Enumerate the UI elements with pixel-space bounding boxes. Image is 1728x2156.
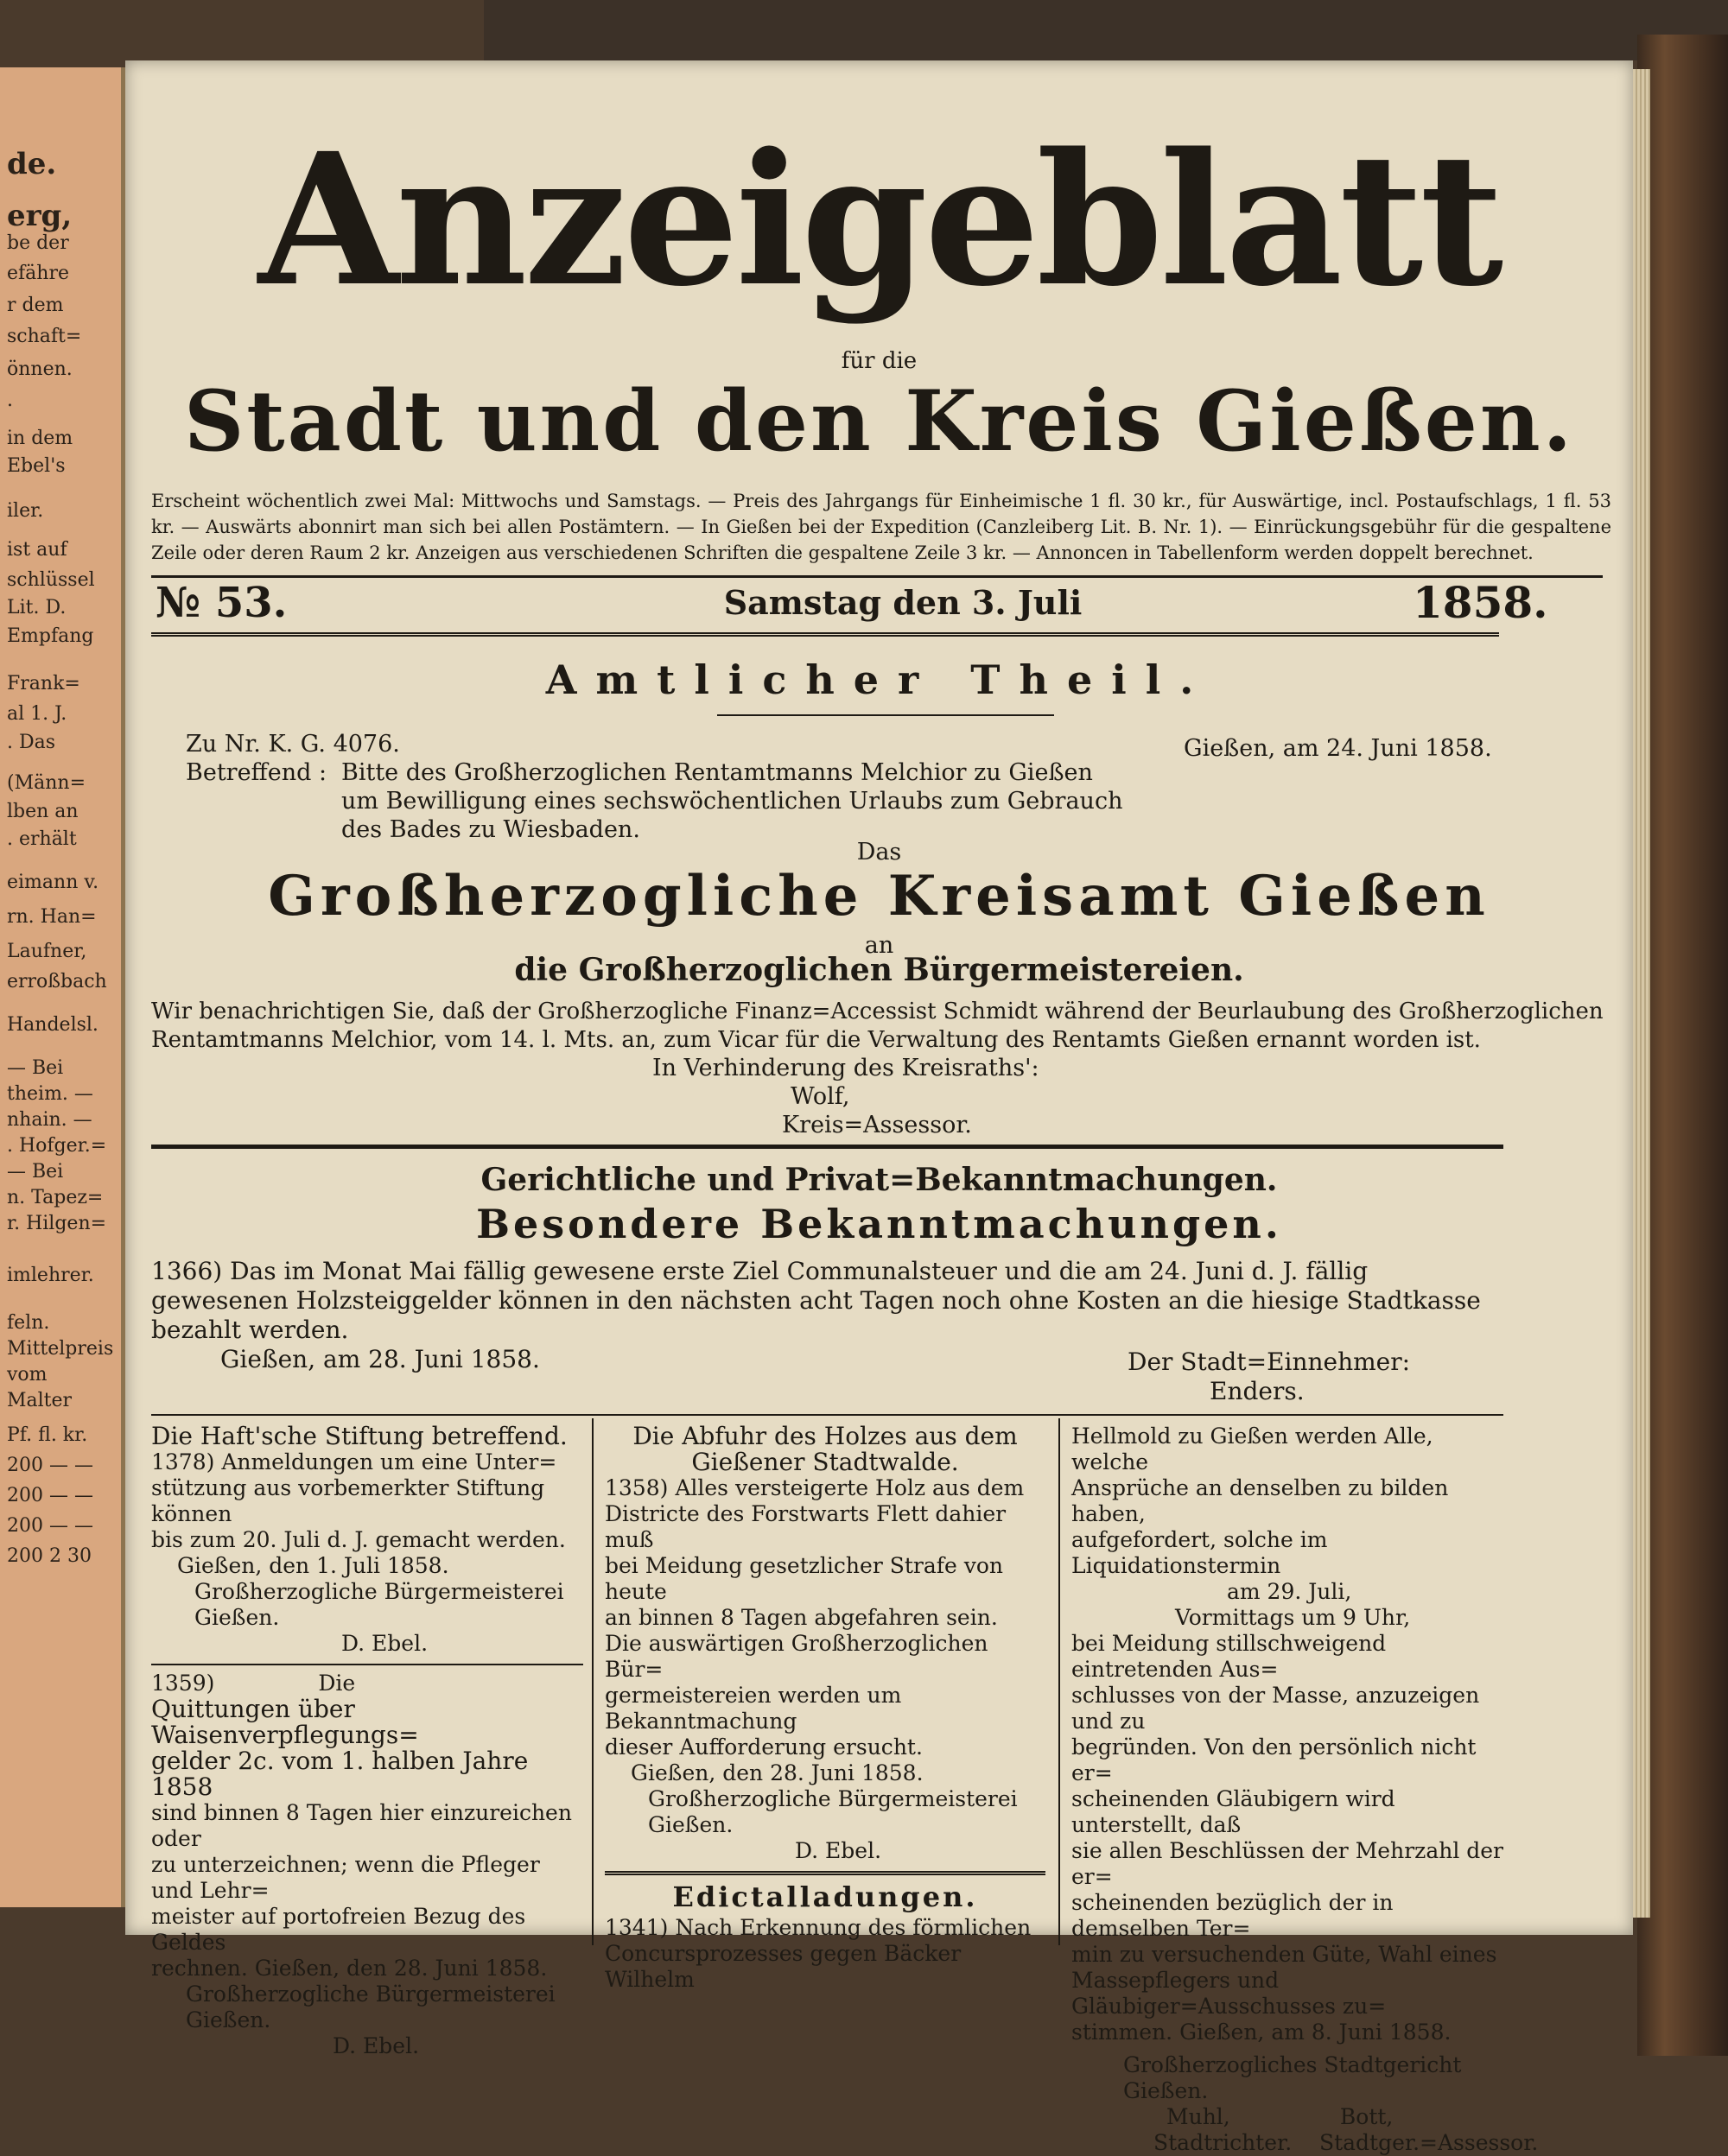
notice-line: scheinenden bezüglich der in demselben Ter= xyxy=(1071,1890,1394,1941)
masthead-title: Anzeigeblatt xyxy=(257,113,1501,327)
court-signer-titles: Stadtrichter. Stadtger.=Assessor. xyxy=(1153,2130,1539,2155)
notice-line: schlusses von der Masse, anzuzeigen und zu xyxy=(1071,1683,1480,1734)
betreffend-label: Betreffend : xyxy=(186,759,327,786)
notice-line: gelder 2c. vom 1. halben Jahre 1858 xyxy=(151,1747,529,1801)
notice-line: Massepflegers und Gläubiger=Ausschusses zu= xyxy=(1071,1968,1387,2019)
private-subheading: Besondere Bekanntmachungen. xyxy=(476,1201,1282,1247)
left-page-line: efähre xyxy=(7,263,69,284)
left-page-line: Lit. D. xyxy=(7,597,67,618)
left-page-line: Handelsl. xyxy=(7,1014,98,1036)
notice-line: scheinenden Gläubigern wird unterstellt, daß xyxy=(1071,1786,1395,1837)
court-signers: Muhl, Bott, xyxy=(1166,2104,1394,2129)
left-page-line: 200 2 30 xyxy=(7,1545,92,1567)
notice-title: Gießener Stadtwalde. xyxy=(691,1448,959,1476)
column-1 xyxy=(151,1424,583,2059)
betreffend-line: Bitte des Großherzoglichen Rentamtmanns Melchior zu Gießen xyxy=(341,759,1093,786)
issue-date: Samstag den 3. Juli xyxy=(723,583,1083,622)
notice-line: Ansprüche an denselben zu bilden haben, xyxy=(1071,1475,1449,1526)
verhinderung: In Verhinderung des Kreisraths': xyxy=(652,1055,1039,1081)
notice-office: Großherzogliche Bürgermeisterei Gießen. xyxy=(648,1786,1018,1837)
notice-line: zu unterzeichnen; wenn die Pfleger und Lehr= xyxy=(151,1852,540,1903)
left-page-line: — Bei xyxy=(7,1161,64,1183)
left-page-line: schlüssel xyxy=(7,569,95,591)
left-page-line: Laufner, xyxy=(7,941,87,962)
notice-place: Gießen, den 1. Juli 1858. xyxy=(177,1553,449,1578)
left-page-line: schaft= xyxy=(7,326,82,347)
notice-line: Districte des Forstwarts Flett dahier muß xyxy=(605,1501,1007,1552)
left-page-line: Frank= xyxy=(7,673,80,694)
left-page-line: imlehrer. xyxy=(7,1265,94,1286)
notice-die: Die xyxy=(318,1671,356,1696)
notice-number: 1359) xyxy=(151,1671,215,1696)
left-page-line: Ebel's xyxy=(7,455,66,477)
issue-year: 1858. xyxy=(1413,577,1548,628)
notice-1366-sig-title: Der Stadt=Einnehmer: xyxy=(1128,1348,1411,1376)
left-page-line: n. Tapez= xyxy=(7,1187,104,1208)
notice-line: 1341) Nach Erkennung des förmlichen xyxy=(605,1915,1032,1940)
notice-line: meister auf portofreien Bezug des Geldes xyxy=(151,1904,526,1955)
left-page-line: erg, xyxy=(7,199,73,233)
official-body xyxy=(151,998,1611,1055)
notice-line: bezahlt werden. xyxy=(151,1316,349,1344)
notice-line: Die auswärtigen Großherzoglichen Bür= xyxy=(605,1631,988,1682)
left-page-line: 200 — — xyxy=(7,1455,93,1476)
notice-line: Concursprozesses gegen Bäcker Wilhelm xyxy=(605,1941,962,1992)
notice-line: sind binnen 8 Tagen hier einzureichen oder xyxy=(151,1800,572,1851)
notice-line: rechnen. Gießen, den 28. Juni 1858. xyxy=(151,1956,548,1981)
notice-line: bei Meidung gesetzlicher Strafe von heute xyxy=(605,1553,1004,1604)
divider-line xyxy=(151,575,1603,578)
notice-line: bis zum 20. Juli d. J. gemacht werden. xyxy=(151,1527,566,1552)
left-page-line: theim. — xyxy=(7,1083,93,1105)
left-page-line: . erhält xyxy=(7,828,77,850)
left-page-line: . Das xyxy=(7,732,56,753)
notice-time: Vormittags um 9 Uhr, xyxy=(1175,1605,1411,1630)
notice-place: Gießen, den 28. Juni 1858. xyxy=(631,1760,924,1785)
left-page-line: erroßbach xyxy=(7,971,107,992)
notice-line: sie allen Beschlüssen der Mehrzahl der er= xyxy=(1071,1838,1504,1889)
column-rule xyxy=(1058,1418,1060,1945)
notice-line: begründen. Von den persönlich nicht er= xyxy=(1071,1734,1477,1785)
notice-head xyxy=(151,1671,583,1696)
left-page-line: 200 — — xyxy=(7,1515,93,1537)
notice-title: Die Haft'sche Stiftung betreffend. xyxy=(151,1422,568,1450)
notice-signature: D. Ebel. xyxy=(795,1838,882,1863)
notice-line: 1378) Anmeldungen um eine Unter= xyxy=(151,1449,557,1474)
left-page-line: Empfang xyxy=(7,625,94,647)
left-page-line: in dem xyxy=(7,428,73,449)
divider-line xyxy=(151,1414,1503,1416)
notice-line: gewesenen Holzsteiggelder können in den nächsten acht Tagen noch ohne Kosten an die hiesige Stadtkasse xyxy=(151,1286,1481,1315)
column-rule xyxy=(592,1418,594,1945)
notice-signature: D. Ebel. xyxy=(333,2033,420,2058)
subscription-info: Erscheint wöchentlich zwei Mal: Mittwochs und Samstags. — Preis des Jahrgangs für Einheimische 1 fl. 30 kr., für Auswärtige, incl. Postaufschlags, 1 fl. 53 kr. — Auswärts abonnirt man sich bei allen Postämtern. — In Gießen bei der Expedition (Canzleiberg Lit. B. Nr. 1). — Einrückungsgebühr für die gespaltene Zeile oder deren Raum 2 kr. Anzeigen aus verschiedenen Schriften die gespaltene Zeile 3 kr. — Annoncen in Tabellenform werden doppelt berechnet. xyxy=(151,491,1611,563)
official-place-date: Gießen, am 24. Juni 1858. xyxy=(1184,735,1492,762)
notice-line: germeistereien werden um Bekanntmachung xyxy=(605,1683,902,1734)
left-page-line: be der xyxy=(7,232,69,254)
left-page-line: feln. xyxy=(7,1312,50,1334)
notice-line: an binnen 8 Tagen abgefahren sein. xyxy=(605,1605,998,1630)
das-label: Das xyxy=(856,839,902,866)
notice-line: Hellmold zu Gießen werden Alle, welche xyxy=(1071,1424,1433,1474)
divider-line xyxy=(151,1145,1503,1149)
left-page-line: — Bei xyxy=(7,1057,64,1079)
divider-line xyxy=(151,1664,583,1665)
left-page-line: . Hofger.= xyxy=(7,1135,107,1157)
divider-line xyxy=(151,632,1499,637)
left-page-line: al 1. J. xyxy=(7,703,67,725)
notice-line: 1358) Alles versteigerte Holz aus dem xyxy=(605,1475,1025,1500)
left-page-line: (Männ= xyxy=(7,772,86,794)
notice-line: stimmen. Gießen, am 8. Juni 1858. xyxy=(1071,2020,1452,2045)
notice-line: dieser Aufforderung ersucht. xyxy=(605,1734,923,1760)
left-page-line: ist auf xyxy=(7,539,67,561)
column-3 xyxy=(1071,1424,1539,2156)
book-spine xyxy=(1637,35,1728,2056)
official-body-line: Rentamtmanns Melchior, vom 14. l. Mts. an, zum Vicar für die Verwaltung des Rentamts Gießen ernannt worden ist. xyxy=(151,1027,1481,1053)
newspaper-page xyxy=(125,60,1633,2155)
recipients: die Großherzoglichen Bürgermeistereien. xyxy=(514,952,1244,988)
left-page-line: vom xyxy=(7,1364,48,1386)
left-page-line: r. Hilgen= xyxy=(7,1213,107,1234)
notice-office: Großherzogliche Bürgermeisterei Gießen. xyxy=(194,1579,564,1630)
notice-1366 xyxy=(151,1257,1611,1345)
official-signer-title: Kreis=Assessor. xyxy=(782,1112,972,1138)
divider-line xyxy=(605,1871,1045,1875)
official-heading: Amtlicher Theil. xyxy=(545,656,1213,703)
left-page-line: de. xyxy=(7,147,57,181)
left-facing-page xyxy=(0,67,121,1907)
notice-line: 1366) Das im Monat Mai fällig gewesene erste Ziel Communalsteuer und die am 24. Juni d. J. fällig xyxy=(151,1257,1369,1285)
notice-1366-sig: Enders. xyxy=(1210,1377,1305,1405)
notice-line: min zu versuchenden Güte, Wahl eines xyxy=(1071,1942,1497,1967)
left-page-line: Pf. fl. kr. xyxy=(7,1424,88,1446)
official-signer: Wolf, xyxy=(791,1083,850,1110)
divider-line xyxy=(717,714,1054,716)
left-page-line: . xyxy=(7,390,13,411)
issue-number: № 53. xyxy=(156,579,288,627)
notice-line: stützung aus vorbemerkter Stiftung können xyxy=(151,1475,545,1526)
left-page-line: r dem xyxy=(7,295,64,316)
notice-signature: D. Ebel. xyxy=(341,1631,429,1656)
notice-line: aufgefordert, solche im Liquidationstermin xyxy=(1071,1527,1328,1578)
notice-office: Großherzogliche Bürgermeisterei Gießen. xyxy=(186,1982,556,2032)
private-heading: Gerichtliche und Privat=Bekanntmachungen. xyxy=(480,1162,1278,1198)
betreffend-line: um Bewilligung eines sechswöchentlichen Urlaubs zum Gebrauch xyxy=(341,788,1123,815)
an-label: an xyxy=(864,932,894,959)
left-page-line: rn. Han= xyxy=(7,906,97,928)
notice-date: am 29. Juli, xyxy=(1227,1579,1352,1604)
authority-title: Großherzogliche Kreisamt Gießen xyxy=(268,864,1490,929)
left-page-line: eimann v. xyxy=(7,872,99,893)
left-page-line: iler. xyxy=(7,500,44,522)
betreffend-text xyxy=(341,758,1122,844)
left-page-line: 200 — — xyxy=(7,1485,93,1506)
court-name: Großherzogliches Stadtgericht Gießen. xyxy=(1123,2052,1462,2103)
notice-1366-place: Gießen, am 28. Juni 1858. xyxy=(220,1345,540,1373)
notice-line: Quittungen über Waisenverpflegungs= xyxy=(151,1695,419,1749)
notice-title: Die Abfuhr des Holzes aus dem xyxy=(632,1422,1018,1450)
edictal-heading: Edictalladungen. xyxy=(672,1880,978,1913)
betreffend-line: des Bades zu Wiesbaden. xyxy=(341,816,640,843)
left-page-line: nhain. — xyxy=(7,1109,92,1131)
left-page-line: Mittelpreis xyxy=(7,1338,114,1360)
left-page-line: Malter xyxy=(7,1390,73,1411)
reference-line: Zu Nr. K. G. 4076. xyxy=(186,731,400,758)
masthead-fuer-die: für die xyxy=(841,348,918,374)
notice-line: bei Meidung stillschweigend eintretenden Aus= xyxy=(1071,1631,1387,1682)
left-page-line: önnen. xyxy=(7,358,73,380)
official-body-line: Wir benachrichtigen Sie, daß der Großherzogliche Finanz=Accessist Schmidt während der Beurlaubung des Großherzoglichen xyxy=(151,999,1604,1024)
book-cover-top xyxy=(484,0,1728,60)
masthead-subtitle: Stadt und den Kreis Gießen. xyxy=(183,372,1575,470)
left-page-line: lben an xyxy=(7,801,79,822)
column-2 xyxy=(605,1424,1045,1993)
